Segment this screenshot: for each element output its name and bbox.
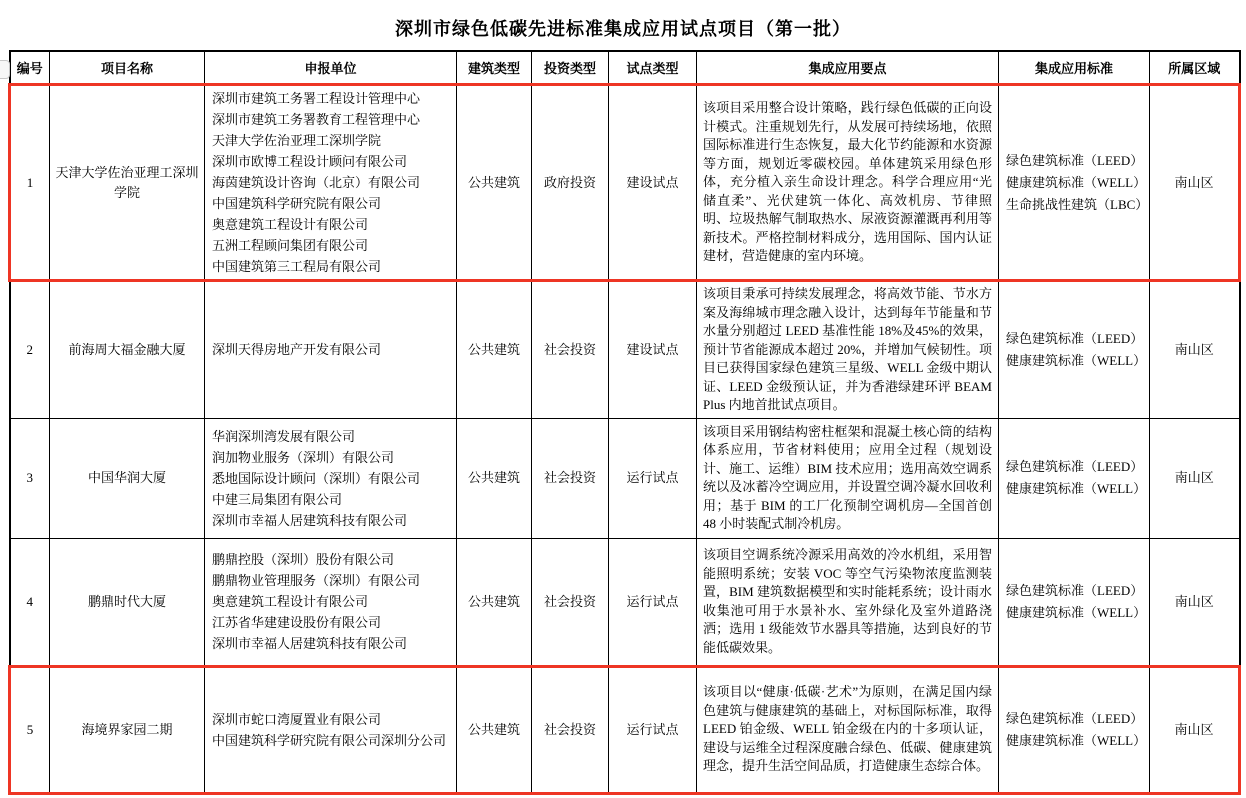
applicants-line: 鹏鼎控股（深圳）股份有限公司 — [212, 552, 395, 567]
column-header-pilot-type: 试点类型 — [609, 51, 697, 85]
cell-key-points: 该项目秉承可持续发展理念，将高效节能、节水方案及海绵城市理念融入设计，达到每年节能量和节水量分别超过 LEED 基准性能 18%及45%的效果，预计节省能源成本超过 20%，并增加气候韧性。项目已获得国家绿色建筑三星级、WELL 金级中期认证、LEED 金级预认证，并为香港绿建环评 BEAM Plus 内地首批试点项目。 — [697, 281, 999, 419]
cell-applicants — [205, 666, 457, 793]
cell-no: 5 — [10, 666, 50, 793]
column-header-no: 编号 — [10, 51, 50, 85]
applicants-line: 奥意建筑工程设计有限公司 — [212, 594, 369, 609]
applicants-line: 海茵建筑设计咨询（北京）有限公司 — [212, 175, 421, 190]
cell-investment-type: 社会投资 — [532, 281, 609, 419]
cell-key-points: 该项目空调系统冷源采用高效的冷水机组，采用智能照明系统；安装 VOC 等空气污染物浓度监测装置，BIM 建筑数据模型和实时能耗系统；设计雨水收集池可用于水景补水、室外绿化及室外道路浇洒；选用 1 级能效节水器具等措施，达到良好的节能低碳效果。 — [697, 538, 999, 666]
table-header — [10, 51, 1240, 85]
cell-district: 南山区 — [1150, 85, 1240, 281]
pilot-projects-table — [8, 50, 1241, 795]
standards-line: 绿色建筑标准（LEED） — [1006, 330, 1144, 346]
cell-building-type: 公共建筑 — [457, 418, 532, 538]
cell-investment-type: 社会投资 — [532, 418, 609, 538]
applicants-line: 华润深圳湾发展有限公司 — [212, 428, 356, 444]
table-row — [10, 538, 1240, 666]
cell-standards — [999, 538, 1150, 666]
cell-project-name: 鹏鼎时代大厦 — [50, 538, 205, 666]
applicants-line: 深圳市幸福人居建筑科技有限公司 — [212, 512, 408, 528]
applicants-line: 天津大学佐治亚理工深圳学院 — [212, 133, 382, 148]
column-header-key-points: 集成应用要点 — [697, 51, 999, 85]
cell-pilot-type: 运行试点 — [609, 418, 697, 538]
cell-standards — [999, 85, 1150, 281]
standards-line: 绿色建筑标准（LEED） — [1006, 152, 1144, 168]
cell-standards — [999, 666, 1150, 793]
standards-line: 绿色建筑标准（LEED） — [1006, 582, 1144, 598]
standards-line: 绿色建筑标准（LEED） — [1006, 459, 1144, 474]
cell-investment-type: 社会投资 — [532, 538, 609, 666]
cell-district: 南山区 — [1150, 418, 1240, 538]
cell-applicants — [205, 281, 457, 419]
applicants-line: 中国建筑科学研究院有限公司深圳分公司 — [212, 732, 447, 748]
applicants-line: 悉地国际设计顾问（深圳）有限公司 — [212, 470, 421, 486]
applicants-line: 深圳市欧博工程设计顾问有限公司 — [212, 154, 408, 169]
cell-building-type: 公共建筑 — [457, 666, 532, 793]
standards-line: 健康建筑标准（WELL） — [1006, 174, 1147, 190]
cell-key-points: 该项目以“健康·低碳·艺术”为原则，在满足国内绿色建筑与健康建筑的基础上，对标国际标准，取得 LEED 铂金级、WELL 铂金级在内的十多项认证，建设与运维全过程深度融合绿色、低碳、健康建筑理念，提升生活空间品质，打造健康生态综合体。 — [697, 666, 999, 793]
cell-no: 4 — [10, 538, 50, 666]
cell-no: 3 — [10, 418, 50, 538]
standards-line: 绿色建筑标准（LEED） — [1006, 710, 1144, 726]
applicants-line: 深圳市幸福人居建筑科技有限公司 — [212, 636, 408, 651]
applicants-line: 江苏省华建建设股份有限公司 — [212, 615, 382, 630]
column-header-applicants: 申报单位 — [205, 51, 457, 85]
cell-key-points: 该项目采用整合设计策略，践行绿色低碳的正向设计模式。注重规划先行，从发展可持续场地，依照国际标准进行生态恢复，最大化节约能源和水资源等方面，规划近零碳校园。单体建筑采用绿色形体，充分植入亲生命设计理念。科学合理应用“光储直柔”、光伏建筑一体化、高效机房、节律照明、垃圾热解气制取热水、尿液资源灌溉再利用等新技术。严格控制材料成分，选用国际、国内认证建材，营造健康的室内环境。 — [697, 85, 999, 281]
table-row — [10, 418, 1240, 538]
cell-project-name: 海境界家园二期 — [50, 666, 205, 793]
table-body — [10, 85, 1240, 794]
cell-no: 2 — [10, 281, 50, 419]
cell-applicants — [205, 418, 457, 538]
applicants-line: 五洲工程顾问集团有限公司 — [212, 238, 369, 253]
header-row — [10, 51, 1240, 85]
column-header-standards: 集成应用标准 — [999, 51, 1150, 85]
column-header-project-name: 项目名称 — [50, 51, 205, 85]
cell-applicants — [205, 85, 457, 281]
applicants-line: 奥意建筑工程设计有限公司 — [212, 217, 369, 232]
cell-building-type: 公共建筑 — [457, 538, 532, 666]
cell-standards — [999, 281, 1150, 419]
cell-key-points: 该项目采用钢结构密柱框架和混凝土核心筒的结构体系应用，节省材料使用；应用全过程（规划设计、施工、运维）BIM 技术应用；选用高效空调系统以及冰蓄冷空调应用，并设置空调冷凝水回收利用；基于 BIM 的工厂化预制空调机房—全国首创 48 小时装配式制冷机房。 — [697, 418, 999, 538]
cell-standards — [999, 418, 1150, 538]
column-header-building-type: 建筑类型 — [457, 51, 532, 85]
standards-line: 生命挑战性建筑（LBC） — [1006, 196, 1149, 212]
cell-pilot-type: 建设试点 — [609, 281, 697, 419]
cell-district: 南山区 — [1150, 538, 1240, 666]
column-header-investment-type: 投资类型 — [532, 51, 609, 85]
applicants-line: 中国建筑第三工程局有限公司 — [212, 259, 382, 274]
cell-project-name: 前海周大福金融大厦 — [50, 281, 205, 419]
applicants-line: 深圳天得房地产开发有限公司 — [212, 342, 382, 358]
cell-pilot-type: 运行试点 — [609, 666, 697, 793]
applicants-line: 润加物业服务（深圳）有限公司 — [212, 449, 395, 465]
applicants-line: 鹏鼎物业管理服务（深圳）有限公司 — [212, 573, 421, 588]
standards-line: 健康建筑标准（WELL） — [1006, 481, 1147, 496]
cell-project-name: 天津大学佐治亚理工深圳学院 — [50, 85, 205, 281]
page-title: 深圳市绿色低碳先进标准集成应用试点项目（第一批） — [395, 19, 851, 39]
table-row — [10, 666, 1240, 793]
cell-building-type: 公共建筑 — [457, 85, 532, 281]
table-row — [10, 85, 1240, 281]
applicants-line: 深圳市建筑工务署教育工程管理中心 — [212, 112, 421, 127]
cell-district: 南山区 — [1150, 281, 1240, 419]
column-header-district: 所属区域 — [1150, 51, 1240, 85]
cell-investment-type: 政府投资 — [532, 85, 609, 281]
cell-building-type: 公共建筑 — [457, 281, 532, 419]
applicants-line: 中建三局集团有限公司 — [212, 491, 343, 507]
cell-applicants — [205, 538, 457, 666]
standards-line: 健康建筑标准（WELL） — [1006, 352, 1147, 368]
applicants-line: 深圳市蛇口湾厦置业有限公司 — [212, 711, 382, 727]
standards-line: 健康建筑标准（WELL） — [1006, 604, 1147, 620]
cell-project-name: 中国华润大厦 — [50, 418, 205, 538]
cell-no: 1 — [10, 85, 50, 281]
cell-pilot-type: 运行试点 — [609, 538, 697, 666]
applicants-line: 深圳市建筑工务署工程设计管理中心 — [212, 91, 421, 106]
cell-investment-type: 社会投资 — [532, 666, 609, 793]
standards-line: 健康建筑标准（WELL） — [1006, 732, 1147, 748]
cell-district: 南山区 — [1150, 666, 1240, 793]
table-row — [10, 281, 1240, 419]
cell-pilot-type: 建设试点 — [609, 85, 697, 281]
edge-widget-fragment — [0, 60, 10, 79]
applicants-line: 中国建筑科学研究院有限公司 — [212, 196, 382, 211]
